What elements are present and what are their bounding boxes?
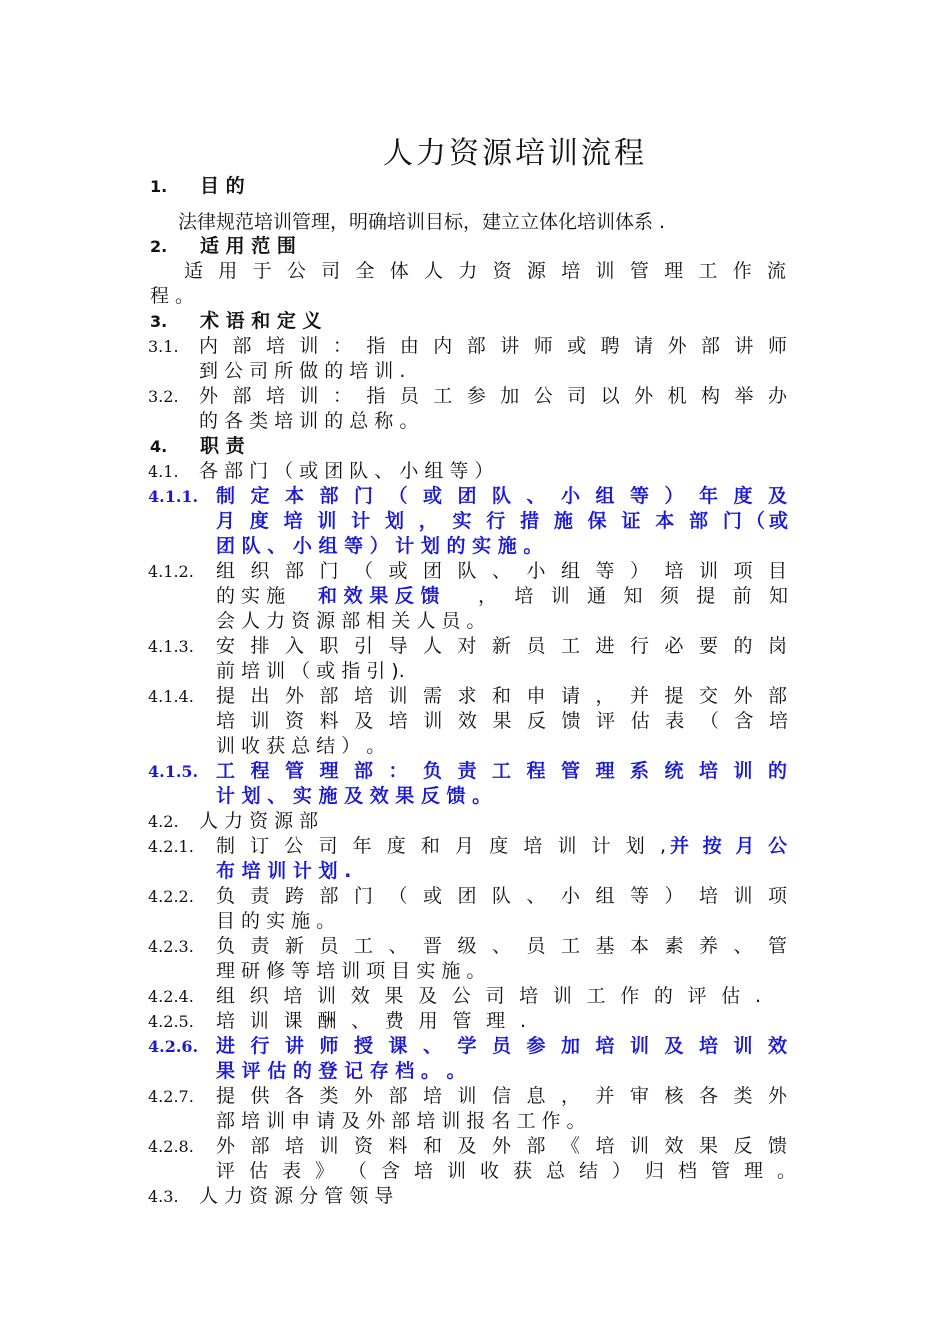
section-number: 1. (150, 177, 168, 196)
duty-4-1-4-cont: 训 收 获 总 结 ） 。 (216, 735, 386, 757)
item-number: 4.2.5. (148, 1012, 194, 1031)
duty-4-2-8 (148, 1134, 788, 1159)
duty-4-2-6 (148, 1034, 788, 1059)
item-number: 4.1.4. (148, 687, 194, 706)
item-number: 3.2. (148, 387, 179, 406)
item-number: 4.2.4. (148, 987, 194, 1006)
duty-4-1-3-cont: 前 培 训 （ 或 指 引 ). (216, 660, 405, 682)
item-number: 4.1.5. (148, 762, 199, 781)
item-text: 组 织 培 训 效 果 及 公 司 培 训 工 作 的 评 估 . (216, 985, 761, 1007)
item-number: 4.1. (148, 462, 179, 481)
term-3-2 (148, 384, 788, 409)
duty-4-1-5 (148, 759, 788, 784)
duty-4-1-5-cont: 计 划 、 实 施 及 效 果 反 馈 。 (216, 785, 492, 807)
duty-4-2-2-cont: 目 的 实 施 。 (216, 910, 336, 932)
item-number: 4.2. (148, 812, 179, 831)
item-text: 安 排 入 职 引 导 人 对 新 员 工 进 行 必 要 的 岗 (216, 635, 787, 657)
item-number: 3.1. (148, 337, 179, 356)
item-number: 4.1.2. (148, 562, 194, 581)
item-text: 人 力 资 源 分 管 领 导 (199, 1185, 394, 1207)
duty-4-1-1 (148, 484, 788, 509)
item-text: 各 部 门 （ 或 团 队 、 小 组 等 ） (199, 460, 494, 482)
duty-4-2-1 (148, 834, 788, 859)
section-title: 适 用 范 围 (200, 235, 296, 257)
section-number: 2. (150, 237, 168, 256)
item-text: 负 责 跨 部 门 （ 或 团 队 、 小 组 等 ） 培 训 项 (216, 885, 787, 907)
item-text: 组 织 部 门 （ 或 团 队 、 小 组 等 ） 培 训 项 目 (216, 560, 787, 582)
item-text: 内 部 培 训 ： 指 由 内 部 讲 师 或 聘 请 外 部 讲 师 (199, 335, 787, 357)
term-3-2-cont: 的 各 类 培 训 的 总 称 。 (199, 410, 419, 432)
section-title: 职 责 (200, 435, 245, 457)
duty-4-1-2-cont (216, 584, 788, 609)
item-number: 4.2.1. (148, 837, 194, 856)
section-number: 4. (150, 437, 168, 456)
scope-line-2: 程 。 (150, 285, 195, 307)
item-number: 4.1.3. (148, 637, 194, 656)
duty-4-1-4-cont: 培 训 资 料 及 培 训 效 果 反 馈 评 估 表 （ 含 培 (216, 710, 788, 732)
highlighted-text: 并 按 月 公 (670, 835, 787, 857)
item-text: 提 出 外 部 培 训 需 求 和 申 请 ， 并 提 交 外 部 (216, 685, 787, 707)
item-number: 4.2.2. (148, 887, 194, 906)
item-text: 人 力 资 源 部 (199, 810, 319, 832)
duty-4-1-4 (148, 684, 788, 709)
item-number: 4.2.8. (148, 1137, 194, 1156)
item-number: 4.2.3. (148, 937, 194, 956)
duty-4-2-3-cont: 理 研 修 等 培 训 项 目 实 施 。 (216, 960, 486, 982)
item-text: 培 训 课 酬 、 费 用 管 理 . (216, 1010, 526, 1032)
item-text: 制 定 本 部 门 （ 或 团 队 、 小 组 等 ） 年 度 及 (216, 485, 787, 507)
term-3-1-cont: 到 公 司 所 做 的 培 训 . (199, 360, 406, 382)
item-text: 进 行 讲 师 授 课 、 学 员 参 加 培 训 及 培 训 效 (216, 1035, 787, 1057)
item-number: 4.3. (148, 1187, 179, 1206)
item-text: 外 部 培 训 资 料 和 及 外 部 《 培 训 效 果 反 馈 (216, 1135, 787, 1157)
section-title: 术 语 和 定 义 (200, 310, 322, 332)
duty-4-2-2 (148, 884, 788, 909)
duty-4-1-2-cont: 会 人 力 资 源 部 相 关 人 员 。 (216, 610, 486, 632)
text-segment: ， 培 训 通 知 须 提 前 知 (478, 585, 788, 607)
duty-4-1-2 (148, 559, 788, 584)
duty-4-2-1-cont: 布 培 训 计 划 . (216, 860, 352, 882)
duty-4-2-4 (148, 984, 788, 1009)
duty-4-2-6-cont: 果 评 估 的 登 记 存 档 。 。 (216, 1060, 466, 1082)
highlighted-text: 和 效 果 反 馈 (318, 585, 440, 607)
duty-4-1-3 (148, 634, 788, 659)
duty-4-1-1-cont: 团 队 、 小 组 等 ） 计 划 的 实 施 。 (216, 535, 543, 557)
item-number: 4.2.7. (148, 1087, 194, 1106)
item-number: 4.1.1. (148, 487, 199, 506)
duty-4-2-7 (148, 1084, 788, 1109)
section-number: 3. (150, 312, 168, 331)
duty-4-2-3 (148, 934, 788, 959)
term-3-1 (148, 334, 788, 359)
item-text: 外 部 培 训 ： 指 员 工 参 加 公 司 以 外 机 构 举 办 (199, 385, 787, 407)
section-title: 目 的 (200, 175, 245, 197)
item-text: 工 程 管 理 部 ： 负 责 工 程 管 理 系 统 培 训 的 (216, 760, 787, 782)
duty-4-2-7-cont: 部 培 训 申 请 及 外 部 培 训 报 名 工 作 。 (216, 1110, 586, 1132)
text-segment: 的 实 施 (216, 585, 286, 607)
item-text: 制 订 公 司 年 度 和 月 度 培 训 计 划 , (216, 835, 666, 857)
duty-4-1-1-cont: 月 度 培 训 计 划 ， 实 行 措 施 保 证 本 部 门（或 (216, 510, 788, 532)
scope-line-1: 适 用 于 公 司 全 体 人 力 资 源 培 训 管 理 工 作 流 (184, 260, 786, 282)
item-text: 提 供 各 类 外 部 培 训 信 息 ， 并 审 核 各 类 外 (216, 1085, 787, 1107)
item-text: 负 责 新 员 工 、 晋 级 、 员 工 基 本 素 养 、 管 (216, 935, 787, 957)
duty-4-2-8-cont: 评 估 表 》 （ 含 培 训 收 获 总 结 ） 归 档 管 理 。 (216, 1160, 796, 1182)
document-title: 人力资源培训流程 (383, 136, 647, 171)
item-number: 4.2.6. (148, 1037, 199, 1056)
purpose-text: 法律规范培训管理，明确培训目标，建立立体化培训体系 . (178, 211, 666, 233)
